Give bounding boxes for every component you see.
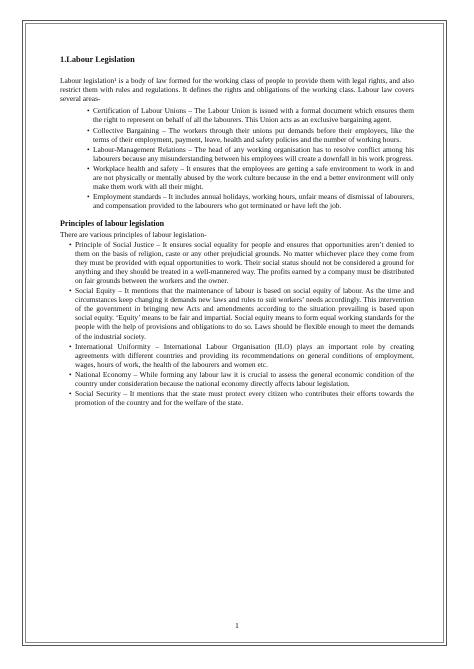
list-item: • Collective Bargaining – The workers through their unions put demands before their employers, like the terms of their employment, payment, leave, health and safety policies and the number of working hours. bbox=[82, 126, 414, 144]
intro-paragraph: Labour legislation¹ is a body of law formed for the working class of people to provide them with legal rights, and also restrict them with rules and regulations. It defines the rights and obligations of the working class. Labour law covers several areas- bbox=[60, 76, 414, 104]
areas-list bbox=[60, 106, 414, 210]
list-item: • Social Equity – It mentions that the maintenance of labour is based on social equity of labour. As the time and circumstances keep changing it demands new laws and rules to suit workers’ needs accordingly. This intervention of the government in bringing new Acts and amendments according to the situation prevailing is based upon social equity. ‘Equity’ means to be fair and impartial. Social equity means to form equal working standards for the people with the help of provisions and obligations to do so. Laws should be flexible enough to meet the demands of the industrial society. bbox=[64, 286, 414, 341]
section-title: 1.Labour Legislation bbox=[60, 55, 135, 64]
list-item: • International Uniformity – International Labour Organisation (ILO) plays an important role by creating agreements with different countries and providing its recommendations on general conditions of employment, wages, hours of work, the health of the labourers and women etc. bbox=[64, 342, 414, 369]
list-item: • Employment standards – It includes annual holidays, working hours, unfair means of dismissal of labourers, and compensation provided to the labourers who got terminated or have left the job. bbox=[82, 192, 414, 210]
list-item: • National Economy – While forming any labour law it is crucial to assess the general economic condition of the country under consideration because the national economy directly affects labour legislation. bbox=[64, 370, 414, 388]
principles-heading: Principles of labour legislation bbox=[60, 219, 165, 229]
list-item: • Social Security – It mentions that the state must protect every citizen who contributes their efforts towards the promotion of the country and for the welfare of the state. bbox=[64, 389, 414, 407]
list-item: • Labour-Management Relations – The head of any working organisation has to resolve conflict among his labourers because any misunderstanding between his employees will create a downfall in his work progress. bbox=[82, 145, 414, 163]
page-number: 1 bbox=[235, 621, 239, 630]
list-item: • Workplace health and safety – It ensures that the employees are getting a safe environment to work in and are not physically or mentally abused by the work culture because in the end a better environment will only make them work with all their might. bbox=[82, 164, 414, 191]
principles-list bbox=[60, 240, 414, 408]
list-item: • Certification of Labour Unions – The Labour Union is issued with a formal document which ensures them the right to represent on behalf of all the labourers. This Union acts as an exclusive bargaining agent. bbox=[82, 106, 414, 124]
list-item: • Principle of Social Justice – It ensures social equality for people and ensures that opportunities aren’t denied to them on the basis of religion, caste or any other prejudicial grounds. No matter whichever place they come from they must be provided with equal opportunities to work. Their social status should not be considered a ground for anything and they should be treated in a well-mannered way. The profits earned by a company must be distributed on fair grounds between the workers and the owner. bbox=[64, 240, 414, 285]
principles-intro: There are various principles of labour legislation- bbox=[60, 229, 207, 239]
